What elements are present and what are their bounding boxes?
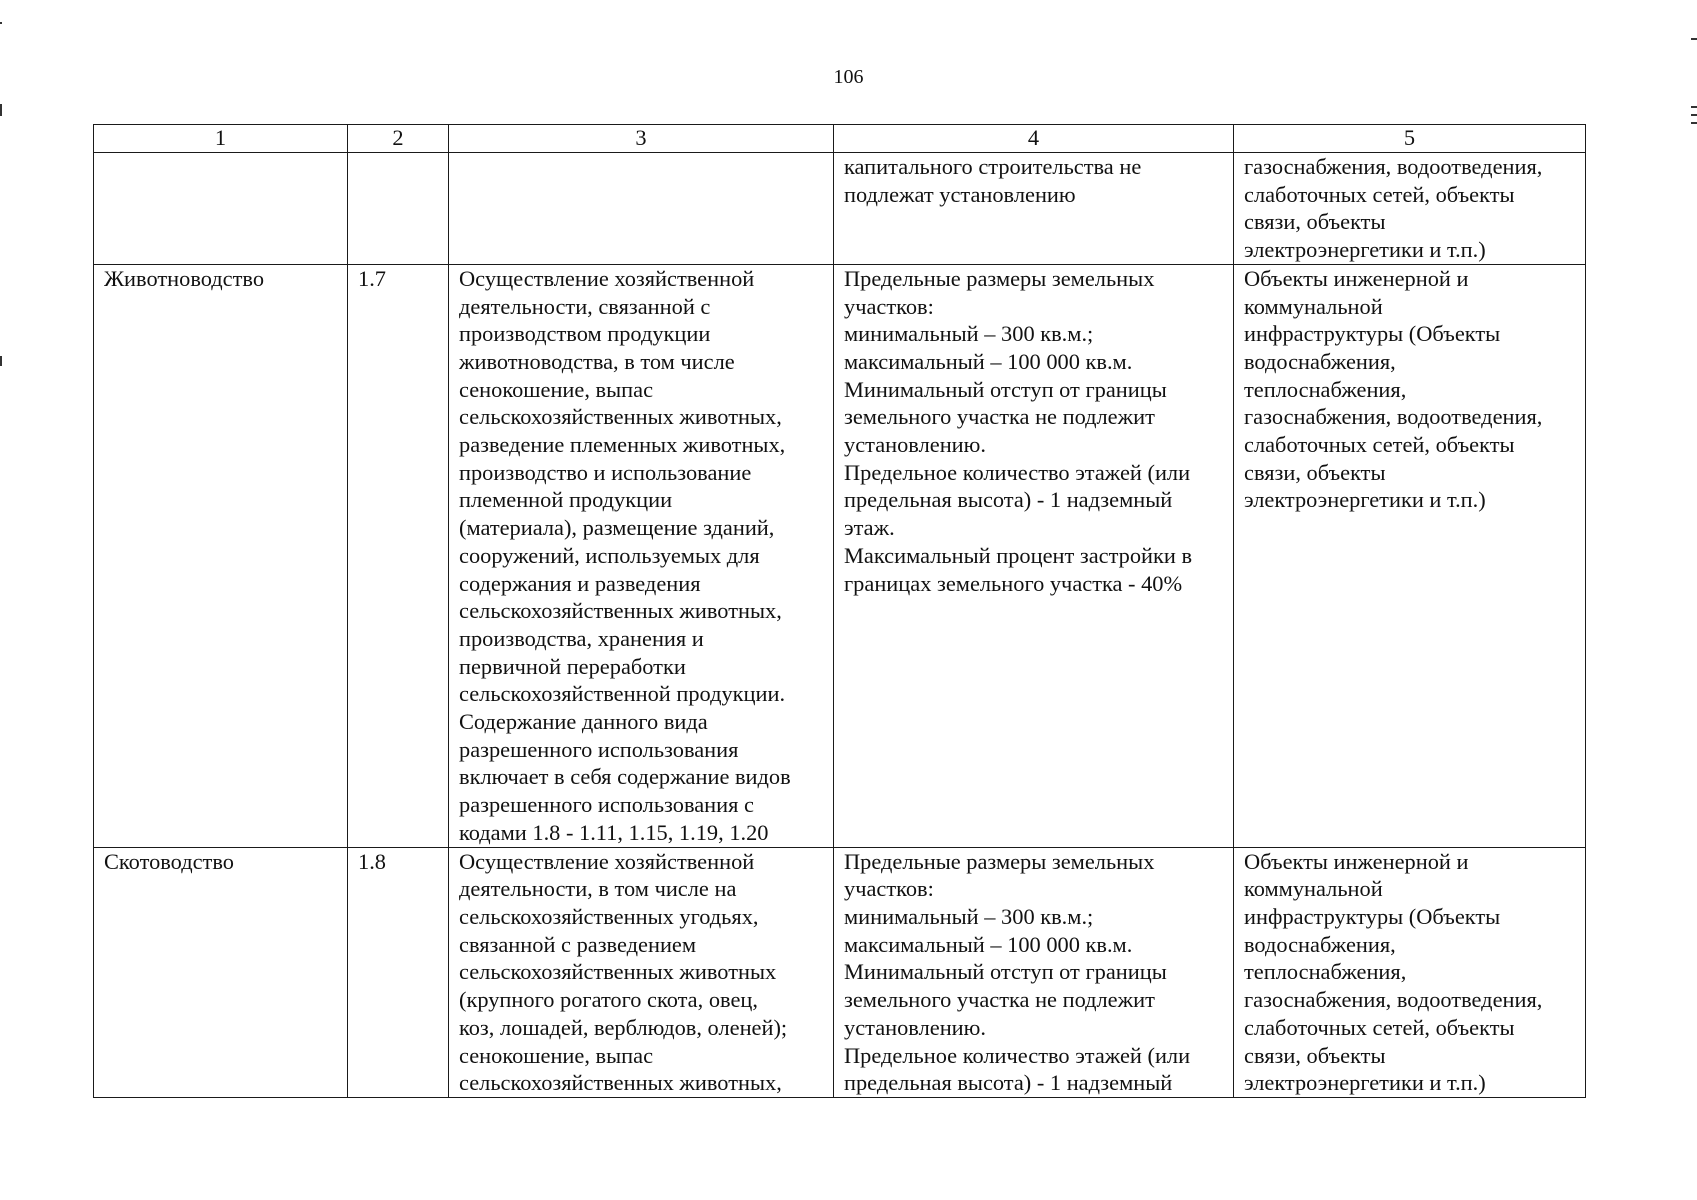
- scan-margin-mark: [1691, 122, 1697, 124]
- cell-text-line: сельскохозяйственных животных,: [459, 404, 782, 430]
- cell-text-line: Предельное количество этажей (или: [844, 1042, 1191, 1068]
- cell-text-line: коммунальной: [1244, 293, 1383, 319]
- cell-text-line: предельная высота) - 1 надземный: [844, 1070, 1173, 1096]
- parameters-cell: [834, 264, 1234, 847]
- cell-text-line: Осуществление хозяйственной: [459, 265, 755, 291]
- cell-text-line: Животноводство: [104, 265, 265, 291]
- table-header-row: [94, 125, 1586, 153]
- cell-text-line: разведение племенных животных,: [459, 432, 786, 458]
- type-cell: [94, 264, 348, 847]
- cell-text-line: деятельности, в том числе на: [459, 876, 737, 902]
- cell-text-line: водоснабжения,: [1244, 931, 1396, 957]
- cell-text-line: земельного участка не подлежит: [844, 404, 1155, 430]
- cell-text-line: включает в себя содержание видов: [459, 764, 791, 790]
- cell-text-line: (крупного рогатого скота, овец,: [459, 987, 758, 1013]
- cell-text-line: коммунальной: [1244, 876, 1383, 902]
- table-row: [94, 153, 1586, 265]
- cell-text-line: Минимальный отступ от границы: [844, 376, 1167, 402]
- cell-text-line: Содержание данного вида: [459, 709, 708, 735]
- scan-margin-mark: [1691, 38, 1697, 40]
- cell-text-line: сельскохозяйственных животных,: [459, 598, 782, 624]
- description-cell: [449, 264, 834, 847]
- cell-text-line: связи, объекты: [1244, 459, 1386, 485]
- cell-text-line: сенокошение, выпас: [459, 376, 654, 402]
- column-header: 2: [348, 125, 449, 153]
- cell-text-line: газоснабжения, водоотведения,: [1244, 987, 1543, 1013]
- scan-margin-mark: [0, 22, 2, 24]
- cell-text-line: Минимальный отступ от границы: [844, 959, 1167, 985]
- cell-text-line: Объекты инженерной и: [1244, 848, 1469, 874]
- type-cell: [94, 847, 348, 1097]
- cell-text-line: теплоснабжения,: [1244, 959, 1407, 985]
- cell-text-line: 1.8: [358, 848, 386, 874]
- cell-text-line: капитального строительства не: [844, 154, 1142, 179]
- cell-text-line: газоснабжения, водоотведения,: [1244, 404, 1543, 430]
- cell-text-line: сельскохозяйственных животных: [459, 959, 777, 985]
- cell-text-line: электроэнергетики и т.п.): [1244, 237, 1486, 263]
- cell-text-line: связанной с разведением: [459, 931, 697, 957]
- ancillary-objects-cell: [1234, 264, 1586, 847]
- scan-margin-mark: [1691, 106, 1697, 108]
- cell-text-line: сооружений, используемых для: [459, 542, 760, 568]
- cell-text-line: сельскохозяйственной продукции.: [459, 681, 786, 707]
- page-number: 106: [833, 66, 864, 88]
- cell-text-line: связи, объекты: [1244, 1042, 1386, 1068]
- ancillary-objects-cell: [1234, 153, 1586, 265]
- cell-text-line: Скотоводство: [104, 848, 234, 874]
- cell-text-line: слаботочных сетей, объекты: [1244, 181, 1515, 207]
- cell-text-line: разрешенного использования: [459, 736, 739, 762]
- parameters-cell: [834, 847, 1234, 1097]
- cell-text-line: Предельные размеры земельных: [844, 848, 1155, 874]
- cell-text-line: животноводства, в том числе: [459, 348, 735, 374]
- cell-text-line: 1.7: [358, 265, 386, 291]
- cell-text-line: максимальный – 100 000 кв.м.: [844, 931, 1133, 957]
- cell-text-line: производством продукции: [459, 321, 711, 347]
- cell-text-line: участков:: [844, 876, 934, 902]
- cell-text-line: теплоснабжения,: [1244, 376, 1407, 402]
- cell-text-line: установлению.: [844, 1014, 986, 1040]
- cell-text-line: Осуществление хозяйственной: [459, 848, 755, 874]
- cell-text-line: максимальный – 100 000 кв.м.: [844, 348, 1133, 374]
- cell-text-line: коз, лошадей, верблюдов, оленей);: [459, 1014, 788, 1040]
- column-header: 5: [1234, 125, 1586, 153]
- parameters-cell: [834, 153, 1234, 265]
- description-cell: [449, 153, 834, 265]
- table-row: [94, 847, 1586, 1097]
- cell-text-line: этаж.: [844, 515, 895, 541]
- cell-text-line: производство и использование: [459, 459, 752, 485]
- cell-text-line: (материала), размещение зданий,: [459, 515, 775, 541]
- cell-text-line: водоснабжения,: [1244, 348, 1396, 374]
- cell-text-line: сельскохозяйственных угодьях,: [459, 903, 759, 929]
- type-cell: [94, 153, 348, 265]
- cell-text-line: инфраструктуры (Объекты: [1244, 321, 1501, 347]
- table-row: [94, 264, 1586, 847]
- cell-text-line: установлению.: [844, 432, 986, 458]
- cell-text-line: содержания и разведения: [459, 570, 701, 596]
- cell-text-line: предельная высота) - 1 надземный: [844, 487, 1173, 513]
- cell-text-line: слаботочных сетей, объекты: [1244, 1014, 1515, 1040]
- cell-text-line: разрешенного использования с: [459, 792, 754, 818]
- cell-text-line: Предельное количество этажей (или: [844, 459, 1191, 485]
- description-cell: [449, 847, 834, 1097]
- code-cell: [348, 264, 449, 847]
- cell-text-line: сенокошение, выпас: [459, 1042, 654, 1068]
- column-header: 3: [449, 125, 834, 153]
- cell-text-line: производства, хранения и: [459, 625, 704, 651]
- column-header: 4: [834, 125, 1234, 153]
- code-cell: [348, 153, 449, 265]
- scan-margin-mark: [0, 356, 2, 366]
- ancillary-objects-cell: [1234, 847, 1586, 1097]
- cell-text-line: Объекты инженерной и: [1244, 265, 1469, 291]
- cell-text-line: электроэнергетики и т.п.): [1244, 487, 1486, 513]
- cell-text-line: слаботочных сетей, объекты: [1244, 432, 1515, 458]
- cell-text-line: земельного участка не подлежит: [844, 987, 1155, 1013]
- cell-text-line: электроэнергетики и т.п.): [1244, 1070, 1486, 1096]
- cell-text-line: границах земельного участка - 40%: [844, 570, 1183, 596]
- cell-text-line: газоснабжения, водоотведения,: [1244, 154, 1543, 179]
- scan-margin-mark: [1691, 114, 1697, 116]
- cell-text-line: минимальный – 300 кв.м.;: [844, 321, 1094, 347]
- scan-margin-mark: [0, 104, 2, 116]
- cell-text-line: участков:: [844, 293, 934, 319]
- cell-text-line: минимальный – 300 кв.м.;: [844, 903, 1094, 929]
- cell-text-line: первичной переработки: [459, 653, 686, 679]
- cell-text-line: деятельности, связанной с: [459, 293, 711, 319]
- cell-text-line: сельскохозяйственных животных,: [459, 1070, 782, 1096]
- cell-text-line: инфраструктуры (Объекты: [1244, 903, 1501, 929]
- cell-text-line: Предельные размеры земельных: [844, 265, 1155, 291]
- cell-text-line: Максимальный процент застройки в: [844, 542, 1193, 568]
- cell-text-line: кодами 1.8 - 1.11, 1.15, 1.19, 1.20: [459, 819, 769, 845]
- cell-text-line: подлежат установлению: [844, 181, 1076, 207]
- column-header: 1: [94, 125, 348, 153]
- cell-text-line: связи, объекты: [1244, 209, 1386, 235]
- land-use-table: [93, 124, 1586, 1098]
- code-cell: [348, 847, 449, 1097]
- cell-text-line: племенной продукции: [459, 487, 673, 513]
